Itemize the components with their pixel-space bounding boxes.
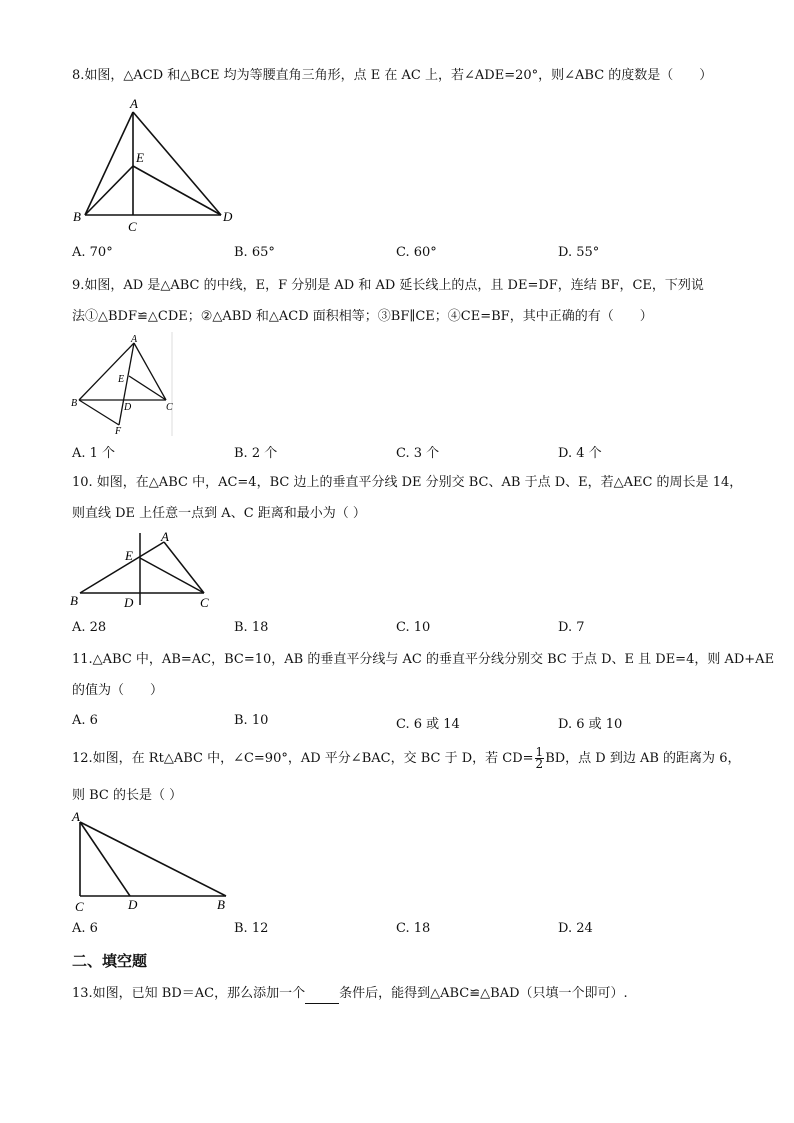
q9-figure xyxy=(68,332,178,436)
q12-seg-ad xyxy=(80,822,130,896)
q8-stem: 8.如图，△ACD 和△BCE 均为等腰直角三角形，点 E 在 AC 上，若∠ADE=20°，则∠ABC 的度数是（ ） xyxy=(72,68,713,83)
q9-option-a[interactable]: A. 1 个 xyxy=(72,446,116,461)
q9-seg-bf xyxy=(79,400,119,425)
q10-figure xyxy=(68,528,228,612)
q8-label-c: C xyxy=(128,219,137,234)
q8-seg-ab xyxy=(85,112,133,215)
q11-line2: 的值为（ ） xyxy=(72,683,164,698)
q10-option-b[interactable]: B. 18 xyxy=(234,620,269,635)
q9-label-f: F xyxy=(115,426,122,437)
q12-label-b: B xyxy=(217,897,225,912)
q10-option-a[interactable]: A. 28 xyxy=(72,620,107,635)
q10-line2: 则直线 DE 上任意一点到 A、C 距离和最小为（ ） xyxy=(72,506,366,521)
q12-figure xyxy=(68,808,238,916)
q10-label-d: D xyxy=(124,595,134,610)
q9-label-c: C xyxy=(166,402,173,413)
q9-option-d[interactable]: D. 4 个 xyxy=(558,446,602,461)
q12-option-b[interactable]: B. 12 xyxy=(234,921,269,936)
q8-seg-ad xyxy=(133,112,221,215)
q10-label-c: C xyxy=(200,595,209,610)
q13-answer-blank[interactable] xyxy=(305,989,339,1004)
q11-line1: 11.△ABC 中，AB=AC，BC=10，AB 的垂直平分线与 AC 的垂直平分线分别交 BC 于点 D、E 且 DE=4，则 AD+AE xyxy=(72,652,775,667)
q8-option-d[interactable]: D. 55° xyxy=(558,245,600,260)
q8-seg-ed xyxy=(133,166,221,215)
q12-line2: 则 BC 的长是（ ） xyxy=(72,788,183,803)
q10-seg-ac xyxy=(164,542,204,593)
q12-option-c[interactable]: C. 18 xyxy=(396,921,431,936)
q10-label-a: A xyxy=(161,529,169,544)
q9-seg-ac xyxy=(134,343,166,400)
q10-label-b: B xyxy=(70,593,78,608)
q8-label-b: B xyxy=(73,209,81,224)
q12-option-d[interactable]: D. 24 xyxy=(558,921,593,936)
q12-label-c: C xyxy=(75,899,84,914)
section-title: 二、填空题 xyxy=(72,952,148,970)
q9-label-a: A xyxy=(131,334,138,345)
q12-label-d: D xyxy=(128,897,138,912)
q8-option-a[interactable]: A. 70° xyxy=(72,245,113,260)
q12-seg-ab xyxy=(80,822,226,896)
q11-option-b[interactable]: B. 10 xyxy=(234,713,269,728)
q8-option-b[interactable]: B. 65° xyxy=(234,245,275,260)
q11-option-a[interactable]: A. 6 xyxy=(72,713,98,728)
q12-post: BD，点 D 到边 AB 的距离为 6， xyxy=(545,751,741,766)
q12-option-a[interactable]: A. 6 xyxy=(72,921,98,936)
q12-pre: 12.如图，在 Rt△ABC 中，∠C=90°，AD 平分∠BAC，交 BC 于 D，若 CD= xyxy=(72,751,534,766)
q13-post: 条件后，能得到△ABC≌△BAD（只填一个即可）. xyxy=(339,986,628,1001)
q9-line2: 法①△BDF≌△CDE；②△ABD 和△ACD 面积相等；③BF∥CE；④CE=BF，其中正确的有（ ） xyxy=(72,309,653,324)
q10-seg-ba xyxy=(80,542,164,593)
q8-label-d: D xyxy=(223,209,233,224)
q12-label-a: A xyxy=(72,809,80,824)
q9-seg-ec xyxy=(129,376,166,400)
q12-line1 xyxy=(72,745,741,771)
q13-pre: 13.如图，已知 BD＝AC，那么添加一个 xyxy=(72,986,306,1001)
q9-option-c[interactable]: C. 3 个 xyxy=(396,446,440,461)
q9-line1: 9.如图，AD 是△ABC 的中线，E，F 分别是 AD 和 AD 延长线上的点，且 DE=DF，连结 BF，CE，下列说 xyxy=(72,278,704,293)
q8-figure xyxy=(68,96,248,236)
q9-label-d: D xyxy=(124,402,132,413)
q8-label-e: E xyxy=(136,150,144,165)
q11-option-c[interactable]: C. 6 或 14 xyxy=(396,717,460,732)
q10-label-e: E xyxy=(125,548,133,563)
q8-option-c[interactable]: C. 60° xyxy=(396,245,437,260)
q8-seg-be xyxy=(85,166,133,215)
q10-seg-ec xyxy=(140,558,204,593)
q9-option-b[interactable]: B. 2 个 xyxy=(234,446,278,461)
q9-label-e: E xyxy=(118,374,125,385)
q12-fraction xyxy=(535,747,545,770)
q13-stem xyxy=(72,984,732,1004)
q10-line1: 10. 如图，在△ABC 中，AC=4，BC 边上的垂直平分线 DE 分别交 BC、AB 于点 D、E，若△AEC 的周长是 14， xyxy=(72,475,743,490)
q12-frac-num: 1 xyxy=(535,745,544,759)
q8-label-a: A xyxy=(130,96,138,111)
q10-option-c[interactable]: C. 10 xyxy=(396,620,431,635)
q9-label-b: B xyxy=(71,398,78,409)
q11-option-d[interactable]: D. 6 或 10 xyxy=(558,717,623,732)
q10-option-d[interactable]: D. 7 xyxy=(558,620,585,635)
q12-frac-den: 2 xyxy=(535,757,544,771)
